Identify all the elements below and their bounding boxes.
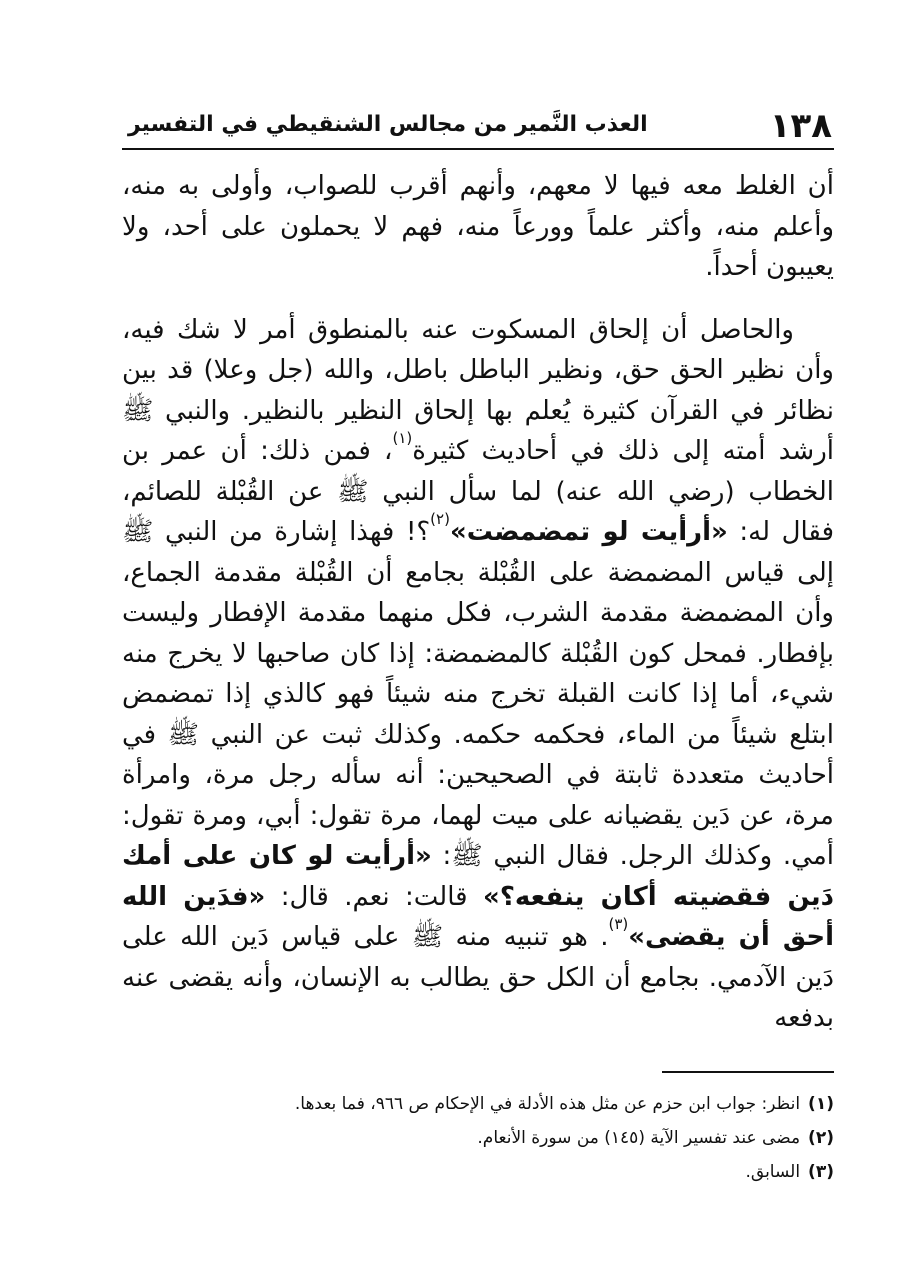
footnotes xyxy=(122,1087,834,1189)
page-header xyxy=(122,96,834,148)
footnote-ref-2: (٢) xyxy=(430,510,450,528)
book-page xyxy=(122,96,834,1189)
text-run: . هو تنبيه منه ﷺ على قياس دَين الله على دَين الآدمي. بجامع أن الكل حق يطالب به الإنسان، وأنه يقضى عنه بدفعه xyxy=(122,922,834,1033)
hadith-quote-3: «فدَين الله أحق أن يقضى» xyxy=(122,881,834,952)
footnote-divider xyxy=(662,1071,834,1073)
footnote-text: مضى عند تفسير الآية (١٤٥) من سورة الأنعام. xyxy=(477,1127,801,1148)
footnote-number: (٣) xyxy=(808,1161,834,1182)
running-title: العذب النَّمير من مجالس الشنقيطي في التفسير xyxy=(128,112,648,137)
footnote-number: (١) xyxy=(808,1093,834,1114)
footnote-1 xyxy=(122,1087,834,1121)
footnote-ref-3: (٣) xyxy=(608,915,629,933)
hadith-quote-2: «أرأيت لو كان على أمك دَين فقضيته أكان ينفعه؟» xyxy=(122,841,834,912)
footnote-2 xyxy=(122,1121,834,1155)
footnote-text: انظر: جواب ابن حزم عن مثل هذه الأدلة في الإحكام ص ٩٦٦، فما بعدها. xyxy=(294,1093,801,1114)
footnote-ref-1: (١) xyxy=(392,429,413,447)
footnote-text: السابق. xyxy=(745,1161,801,1182)
paragraph-2 xyxy=(122,310,834,1039)
page-number: ١٣٨ xyxy=(769,106,832,146)
footnote-3 xyxy=(122,1155,834,1189)
text-run: والحاصل أن إلحاق المسكوت عنه بالمنطوق أمر لا شك فيه، وأن نظير الحق حق، ونظير الباطل باطل، والله (جل وعلا) قد بين نظائر في القرآن كثيرة يُعلم بها إلحاق النظير بالنظير. والنبي ﷺ أرشد أمته إلى ذلك في أحاديث كثيرة xyxy=(122,314,834,466)
text-run: قالت: نعم. قال: xyxy=(265,881,484,912)
paragraph-1: أن الغلط معه فيها لا معهم، وأنهم أقرب للصواب، وأولى به منه، وأعلم منه، وأكثر علماً وورعاً منه، فهم لا يحملون على أحد، ولا يعيبون أحداً. xyxy=(122,171,834,282)
hadith-quote-1: «أرأيت لو تمضمضت» xyxy=(449,517,728,547)
footnote-number: (٢) xyxy=(808,1127,834,1148)
body-text xyxy=(122,166,834,1039)
header-rule xyxy=(122,148,834,150)
text-run: ، فمن ذلك: أن عمر بن الخطاب (رضي الله عنه) لما سأل النبي ﷺ عن القُبْلة للصائم، فقال له: xyxy=(122,436,834,547)
text-run: ؟! فهذا إشارة من النبي ﷺ إلى قياس المضمضة على القُبْلة بجامع أن القُبْلة مقدمة الجماع، وأن المضمضة مقدمة الشرب، فكل منهما مقدمة الإفطار وليست بإفطار. فمحل كون القُبْلة كالمضمضة: إذا كان صاحبها لا يخرج منه شيء، أما إذا كانت القبلة تخرج منه شيئاً فهو كالذي إذا تمضمض ابتلع شيئاً من الماء، فحكمه حكمه. وكذلك ثبت عن النبي ﷺ في أحاديث متعددة ثابتة في الصحيحين: أنه سأله رجل مرة، وامرأة مرة، عن دَين يقضيانه على ميت لهما، مرة تقول: أبي، ومرة تقول: أمي. وكذلك الرجل. فقال النبي ﷺ: xyxy=(122,517,834,871)
